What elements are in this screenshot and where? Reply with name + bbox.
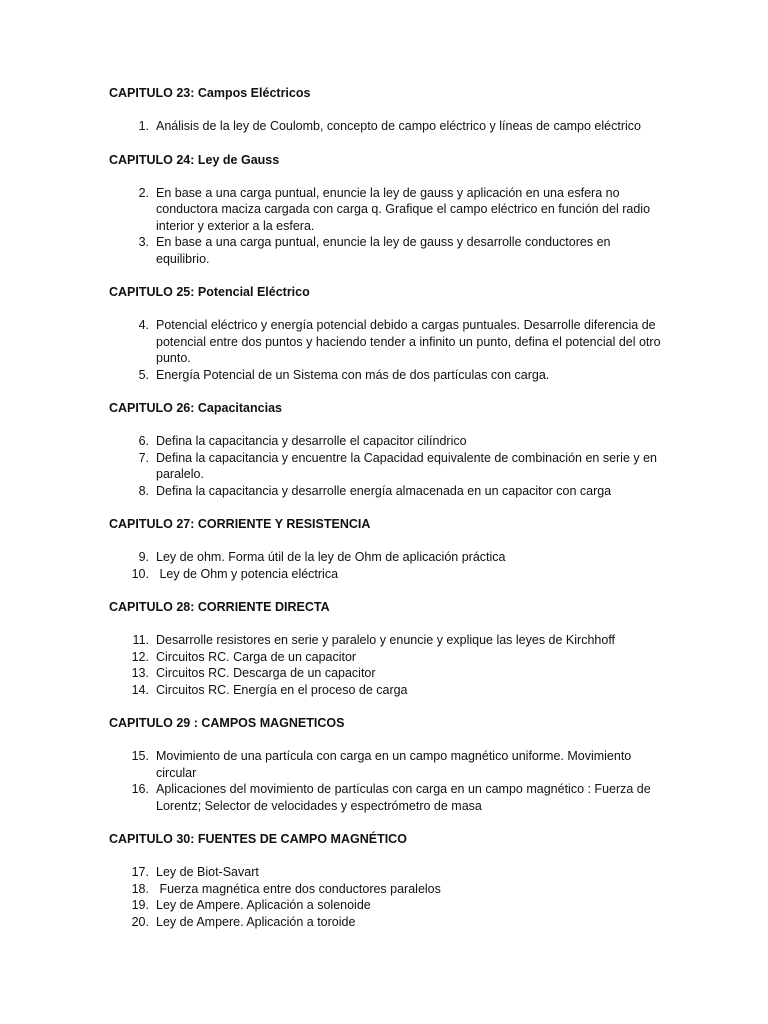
item-text: Ley de Ampere. Aplicación a toroide (156, 914, 356, 929)
item-text: Aplicaciones del movimiento de partículas con carga en un campo magnético : Fuerza de Lorentz; Selector de velocidades y espectrómetro de masa (156, 782, 651, 813)
item-text: Defina la capacitancia y desarrolle energía almacenada en un capacitor con carga (156, 483, 612, 498)
chapter-title: CAPITULO 24: Ley de Gauss (109, 152, 280, 167)
item-text: En base a una carga puntual, enuncie la ley de gauss y aplicación en una esfera no conductora maciza cargada con carga q. Grafique el campo eléctrico en función del radio interior y exterior a la esfera. (156, 185, 651, 233)
item-text: Potencial eléctrico y energía potencial debido a cargas puntuales. Desarrolle diferencia de potencial entre dos puntos y haciendo tender a infinito un punto, defina el potencial del otro punto. (156, 318, 661, 365)
chapter-28 (109, 599, 665, 698)
list-item (109, 682, 665, 699)
list-item (109, 864, 665, 881)
list-item (109, 483, 665, 500)
item-number: 5. (138, 367, 149, 382)
item-number: 19. (131, 898, 149, 912)
chapter-29 (109, 715, 665, 814)
item-number: 3. (138, 235, 149, 249)
item-text: Defina la capacitancia y encuentre la Capacidad equivalente de combinación en serie y en paralelo. (156, 450, 658, 481)
chapter-30 (109, 831, 665, 930)
chapter-26 (109, 400, 665, 499)
item-text: En base a una carga puntual, enuncie la ley de gauss y desarrolle conductores en equilibrio. (156, 235, 611, 266)
list-item (109, 118, 665, 135)
item-number: 1. (138, 119, 149, 133)
chapter-title: CAPITULO 30: FUENTES DE CAMPO MAGNÉTICO (109, 832, 407, 846)
list-item (109, 748, 665, 781)
list-item (109, 234, 665, 267)
list-item (109, 185, 665, 235)
chapter-title: CAPITULO 29 : CAMPOS MAGNETICOS (109, 716, 345, 730)
item-number: 13. (131, 666, 149, 680)
item-number: 7. (138, 450, 149, 465)
topic-list (109, 864, 665, 930)
item-number: 12. (131, 649, 149, 664)
item-number: 6. (138, 434, 149, 448)
item-number: 2. (138, 185, 149, 200)
list-item (109, 914, 665, 931)
chapter-title: CAPITULO 25: Potencial Eléctrico (109, 285, 310, 299)
item-number: 20. (131, 914, 149, 929)
item-text: Movimiento de una partícula con carga en un campo magnético uniforme. Movimiento circular (156, 749, 632, 780)
item-number: 8. (138, 483, 149, 498)
item-text: Ley de Biot-Savart (156, 865, 259, 879)
topic-list (109, 118, 665, 135)
item-number: 18. (131, 881, 149, 896)
item-number: 16. (131, 782, 149, 796)
topic-list (109, 549, 665, 582)
item-text: Ley de Ohm y potencia eléctrica (156, 566, 339, 581)
item-number: 11. (132, 633, 149, 647)
item-number: 15. (131, 749, 149, 763)
chapter-24 (109, 152, 665, 268)
item-number: 4. (138, 318, 149, 332)
chapter-title: CAPITULO 28: CORRIENTE DIRECTA (109, 600, 330, 614)
topic-list (109, 185, 665, 268)
topic-list (109, 748, 665, 814)
topic-list (109, 433, 665, 499)
item-text: Análisis de la ley de Coulomb, concepto de campo eléctrico y líneas de campo eléctrico (156, 119, 641, 133)
item-number: 14. (131, 682, 149, 697)
list-item (109, 317, 665, 367)
list-item (109, 632, 665, 649)
item-number: 9. (138, 550, 149, 564)
list-item (109, 881, 665, 898)
chapter-title: CAPITULO 27: CORRIENTE Y RESISTENCIA (109, 517, 371, 531)
item-number: 17. (131, 865, 149, 879)
item-text: Circuitos RC. Descarga de un capacitor (156, 666, 376, 680)
item-text: Circuitos RC. Carga de un capacitor (156, 649, 357, 664)
list-item (109, 367, 665, 384)
list-item (109, 665, 665, 682)
chapter-title: CAPITULO 23: Campos Eléctricos (109, 86, 311, 100)
list-item (109, 549, 665, 566)
list-item (109, 897, 665, 914)
item-text: Circuitos RC. Energía en el proceso de carga (156, 682, 408, 697)
item-text: Ley de ohm. Forma útil de la ley de Ohm de aplicación práctica (156, 550, 506, 564)
chapter-title: CAPITULO 26: Capacitancias (109, 401, 282, 415)
item-text: Ley de Ampere. Aplicación a solenoide (156, 898, 371, 912)
list-item (109, 566, 665, 583)
list-item (109, 433, 665, 450)
item-text: Desarrolle resistores en serie y paralelo y enuncie y explique las leyes de Kirchhoff (156, 633, 616, 647)
topic-list (109, 632, 665, 698)
item-text: Fuerza magnética entre dos conductores paralelos (156, 881, 441, 896)
list-item (109, 450, 665, 483)
list-item (109, 649, 665, 666)
chapter-27 (109, 516, 665, 582)
topic-list (109, 317, 665, 383)
item-number: 10. (131, 566, 149, 581)
item-text: Energía Potencial de un Sistema con más de dos partículas con carga. (156, 367, 550, 382)
list-item (109, 781, 665, 814)
item-text: Defina la capacitancia y desarrolle el capacitor cilíndrico (156, 434, 467, 448)
document-page (109, 85, 665, 930)
chapter-23 (109, 85, 665, 135)
chapter-25 (109, 284, 665, 383)
